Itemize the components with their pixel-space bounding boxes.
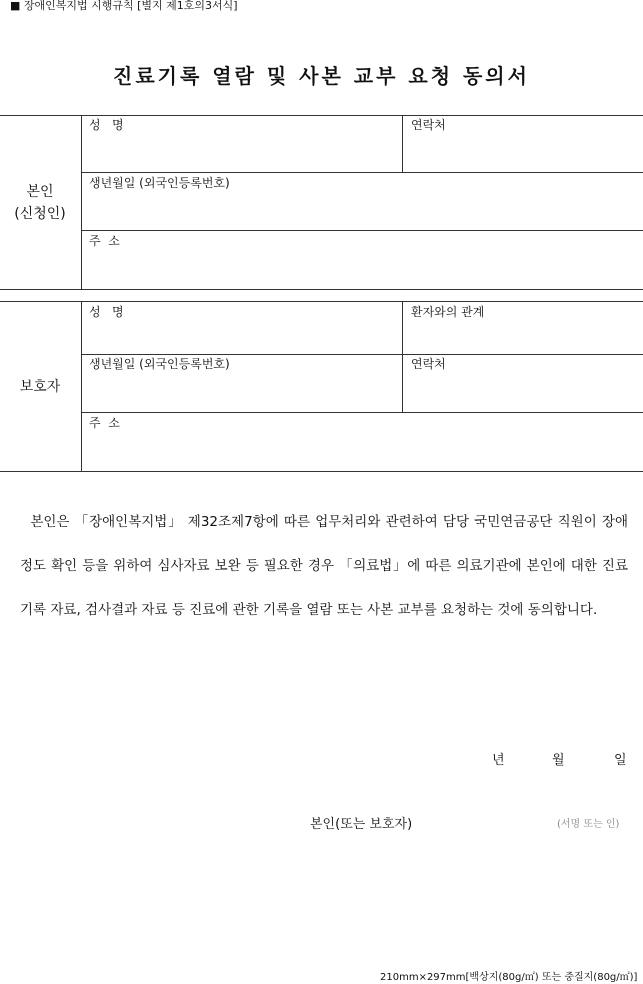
guardian-top-border [0, 301, 643, 302]
guardian-bottom-border [0, 471, 643, 472]
self-contact-field[interactable] [403, 134, 642, 171]
guardian-relation-label: 환자와의 관계 [411, 305, 485, 319]
self-label-line2: (신청인) [14, 206, 66, 222]
signature-note: (서명 또는 인) [557, 819, 620, 830]
self-contact-label: 연락처 [411, 118, 446, 132]
self-birth-label: 생년월일 (외국인등록번호) [89, 176, 230, 190]
consent-paragraph: 본인은 「장애인복지법」 제32조제7항에 따른 업무처리와 관련하여 담당 국민연금공단 직원이 장애정도 확인 등을 위하여 심사자료 보완 등 필요한 경우 「의료법」에 따른 의료기관에 본인에 대한 진료기록 자료, 검사결과 자료 등 진료에 관한 기록을 열람 또는 사본 교부를 요청하는 것에 동의합니다. [20, 514, 628, 618]
self-name-label: 성 명 [89, 118, 124, 132]
guardian-name-label: 성 명 [89, 305, 124, 319]
signature-field[interactable] [430, 806, 550, 834]
date-year-label: 년 [492, 753, 505, 768]
guardian-relation-field[interactable] [403, 321, 642, 353]
self-address-label: 주 소 [89, 234, 120, 248]
guardian-birth-label: 생년월일 (외국인등록번호) [89, 357, 230, 371]
guardian-address-field[interactable] [82, 432, 642, 470]
date-day-label: 일 [614, 753, 627, 768]
guardian-contact-label: 연락처 [411, 357, 446, 371]
self-top-border [0, 115, 643, 116]
guardian-birth-field[interactable] [82, 373, 401, 411]
date-month-label: 월 [552, 753, 565, 768]
paper-spec-footer: 210mm×297mm[백상지(80g/㎡) 또는 중질지(80g/㎡)] [380, 972, 638, 983]
guardian-contact-field[interactable] [403, 373, 642, 411]
guardian-row-divider-1 [81, 354, 643, 355]
self-row-divider-1 [81, 172, 643, 173]
self-birth-field[interactable] [82, 192, 642, 229]
guardian-section-label: 보호자 [19, 379, 61, 395]
signature-label: 본인(또는 보호자) [310, 817, 413, 832]
self-name-field[interactable] [82, 134, 401, 171]
form-header: ■ 장애인복지법 시행규칙 [별지 제1호의3서식] [10, 0, 238, 12]
guardian-name-field[interactable] [82, 321, 401, 353]
document-title: 진료기록 열람 및 사본 교부 요청 동의서 [113, 64, 530, 88]
self-bottom-border [0, 289, 643, 290]
guardian-row-divider-2 [81, 412, 643, 413]
self-address-field[interactable] [82, 250, 642, 288]
self-row-divider-2 [81, 230, 643, 231]
guardian-address-label: 주 소 [89, 416, 120, 430]
self-label-line1: 본인 [26, 184, 54, 200]
self-section-label [0, 181, 80, 225]
